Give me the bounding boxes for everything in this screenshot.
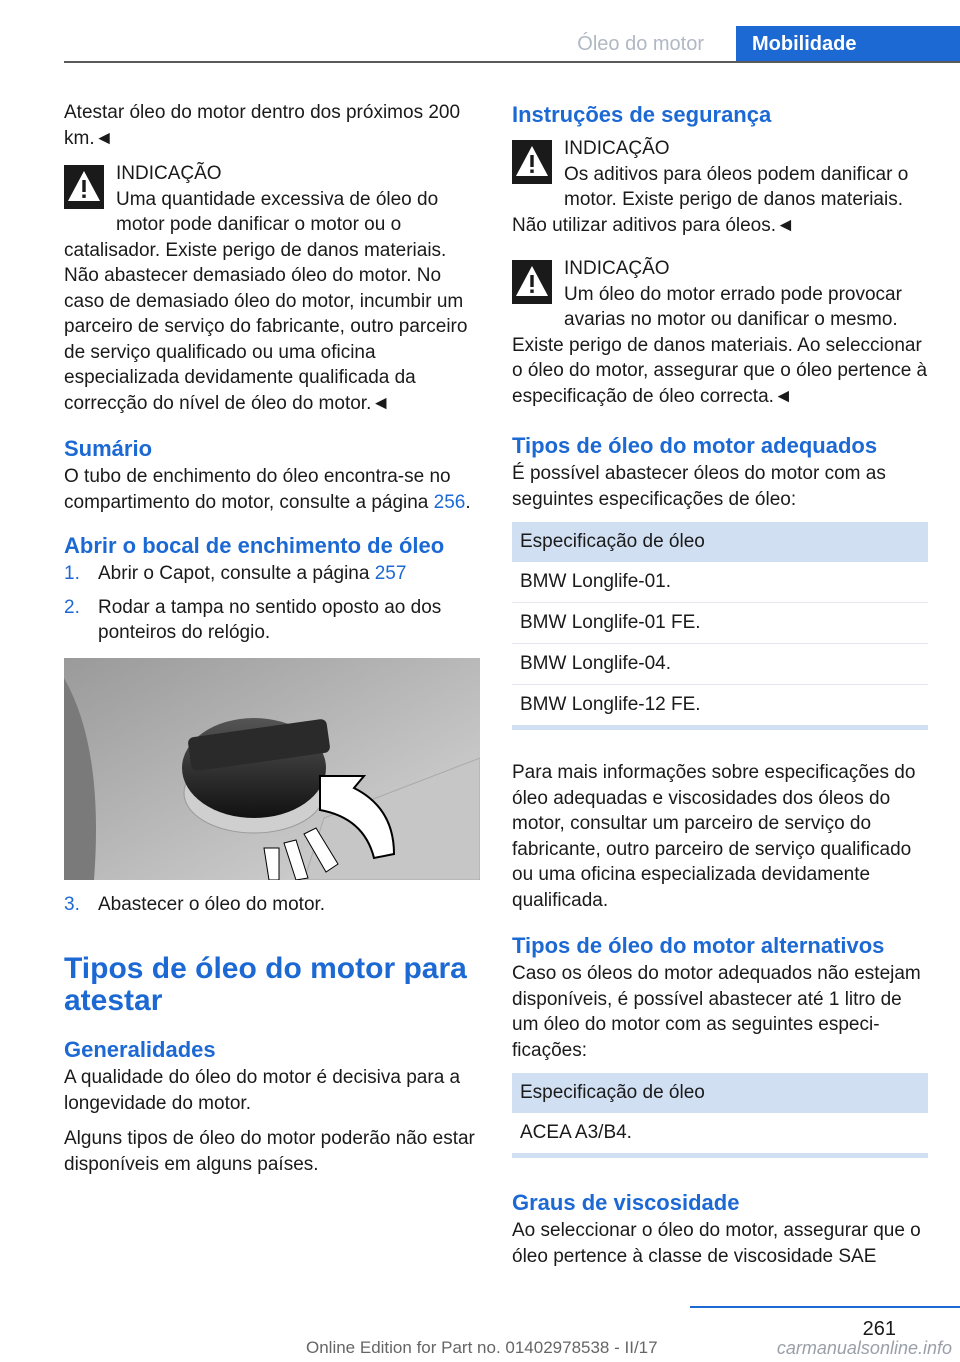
list-item: 2. Rodar a tampa no sentido oposto ao dos ponteiros do relógio. [64,596,442,643]
left-column [64,100,480,1187]
table-row: BMW Longlife-01 FE. [512,603,928,644]
table-header: Especificação de óleo [512,1073,928,1113]
heading-generalidades: Generalidades [64,1037,216,1062]
intro-text: Atestar óleo do motor dentro dos próximos 200 km.◄ [64,102,461,149]
steps-list-continued [64,892,480,918]
list-item: 1. Abrir o Capot, consulte a página 257 [64,563,407,584]
warning-label: INDICAÇÃO [564,138,670,159]
viscosidade-text: Ao seleccionar o óleo do motor, assegurar que o óleo pertence à classe de viscosidade SAE [512,1220,921,1267]
table-row: BMW Longlife-01. [512,562,928,603]
table-footer-rule [512,1153,928,1158]
heading-tipos-atestar: Tipos de óleo do motor para atestar [64,952,467,1017]
page-link-257[interactable]: 257 [374,563,407,584]
sumario-text: O tubo de enchimento do óleo encontra-se no compartimento do motor, consulte a página 256. [64,466,471,513]
warning-text: Uma quantidade excessiva de óleo do motor pode danificar o motor ou o catalisador. Existe perigo de danos materiais. Não abastecer demasiado óleo do motor. No caso de demasiado óleo do motor, incumbir um parceiro de serviço do fabricante, outro parceiro de serviço qualificado ou uma oficina especializada devidamente qualificada da correcção do nível de óleo do motor.◄ [64,188,468,414]
heading-adequados: Tipos de óleo do motor adequados [512,433,878,458]
heading-alternativos: Tipos de óleo do motor alternativos [512,933,885,958]
warning-triangle-icon [64,165,104,209]
heading-abrir-bocal: Abrir o bocal de enchimento de óleo [64,533,445,558]
warning-text: Os aditivos para óleos podem danificar o motor. Existe perigo de danos materiais. Não utilizar aditivos para óleos.◄ [512,163,909,236]
warning-excess-oil [64,161,480,416]
warning-additives [512,136,928,238]
generalidades-text-1: A qualidade do óleo do motor é decisiva para a longevidade do motor. [64,1067,461,1114]
oil-cap-photo [64,658,480,880]
footer-rule [690,1306,960,1308]
spec-table-adequados [512,522,928,730]
warning-triangle-icon [512,260,552,304]
adequados-more-text: Para mais informações sobre especificações do óleo adequadas e viscosidades dos óleos do motor, consultar um parceiro de serviço do fabricante, outro parceiro de serviço qualificado ou uma oficina especializada devidamente qualificada. [512,762,916,911]
header-rule [64,61,960,63]
oil-cap-illustration [64,658,480,880]
warning-text: Um óleo do motor errado pode provocar avarias no motor ou danificar o mesmo. Existe perigo de danos materiais. Ao seleccionar o óleo do motor, assegurar que o óleo pertence à especificação de óleo correcta.◄ [512,283,928,407]
list-item: 3. Abastecer o óleo do motor. [64,893,326,915]
warning-triangle-icon [512,140,552,184]
heading-seguranca: Instruções de segurança [512,102,772,127]
alternativos-text: Caso os óleos do motor adequados não estejam disponíveis, é possível abastecer até 1 litro de um óleo do motor com as seguintes especificações: [512,963,921,1061]
watermark: carmanualsonline.info [776,1338,952,1358]
page-number: 261 [862,1318,896,1340]
table-header: Especificação de óleo [512,522,928,562]
steps-list [64,561,480,646]
right-column [512,100,928,1279]
adequados-text: É possível abastecer óleos do motor com as seguintes especificações de óleo: [512,463,886,510]
header-chapter-tab[interactable]: Mobilidade [736,26,960,62]
heading-viscosidade: Graus de viscosidade [512,1190,740,1215]
table-row: BMW Longlife-12 FE. [520,694,701,715]
heading-sumario: Sumário [64,436,153,461]
generalidades-text-2: Alguns tipos de óleo do motor poderão não estar disponíveis em alguns países. [64,1128,475,1175]
page-link-256[interactable]: 256 [433,491,466,513]
header-section-title: Óleo do motor [577,33,704,55]
table-row: ACEA A3/B4. [520,1122,632,1143]
warning-label: INDICAÇÃO [564,258,670,279]
spec-table-alternativos [512,1073,928,1158]
table-footer-rule [512,725,928,730]
table-row: BMW Longlife-04. [512,644,928,685]
warning-wrong-oil [512,256,928,409]
warning-label: INDICAÇÃO [116,163,222,184]
edition-note: Online Edition for Part no. 01402978538 - II/17 [306,1338,658,1357]
